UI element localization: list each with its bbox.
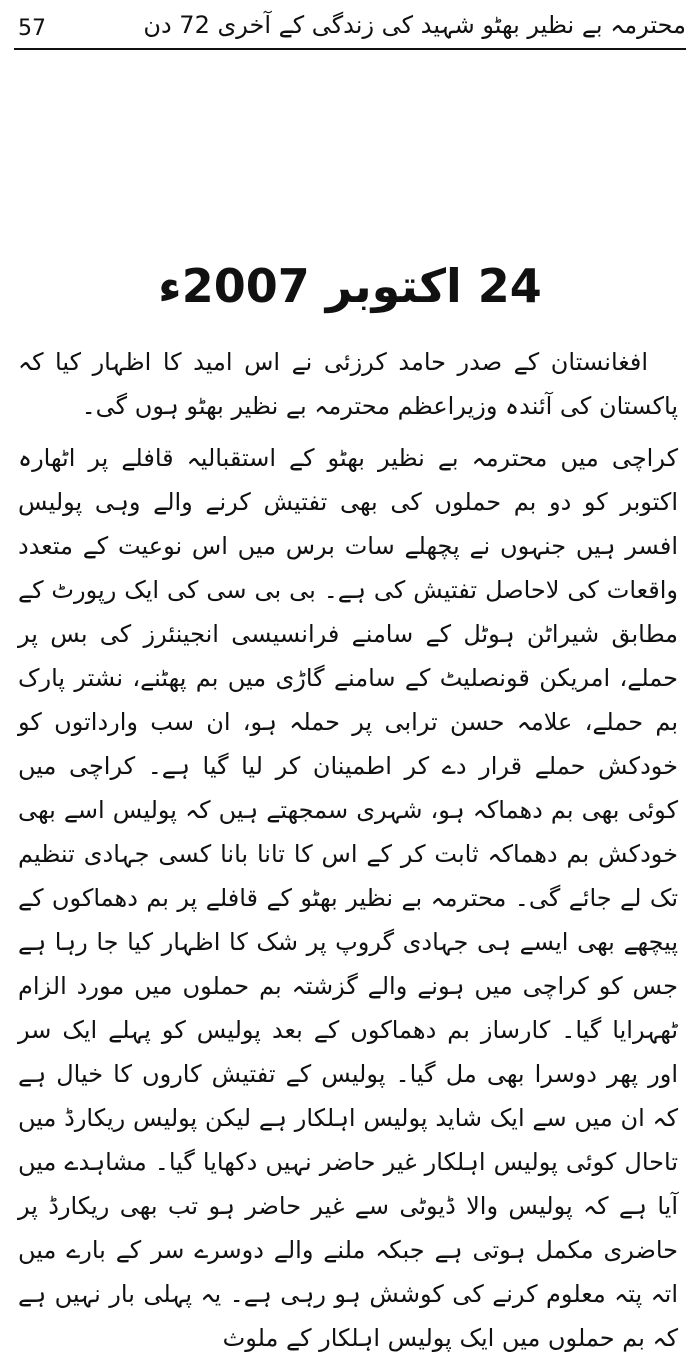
- chapter-title: 24 اکتوبر 2007ء: [158, 258, 542, 313]
- header-rule: [14, 48, 686, 50]
- page-number: 57: [18, 16, 46, 41]
- body-text: [18, 340, 678, 1360]
- paragraph-2: کراچی میں محترمہ بے نظیر بھٹو کے استقبالیہ قافلے پر اٹھارہ اکتوبر کو دو بم حملوں کی بھی تفتیش کرنے والے وہی پولیس افسر ہیں جنہوں نے پچھلے سات برس میں اس نوعیت کے متعدد واقعات کی لاحاصل تفتیش کی ہے۔ بی بی سی کی ایک رپورٹ کے مطابق شیراٹن ہوٹل کے سامنے فرانسیسی انجینئرز کی بس پر حملے، امریکن قونصلیٹ کے سامنے گاڑی میں بم پھٹنے، نشتر پارک بم حملے، علامہ حسن ترابی پر حملہ ہو، ان سب وارداتوں کو خودکش حملے قرار دے کر اطمینان کر لیا گیا ہے۔ کراچی میں کوئی بھی بم دھماکہ ہو، شہری سمجھتے ہیں کہ پولیس اسے بھی خودکش بم دھماکہ ثابت کر کے اس کا تانا بانا کسی جہادی تنظیم تک لے جائے گی۔ محترمہ بے نظیر بھٹو کے قافلے پر بم دھماکوں کے پیچھے بھی ایسے ہی جہادی گروپ پر شک کا اظہار کیا جا رہا ہے جس کو کراچی میں ہونے والے گزشتہ بم حملوں میں مورد الزام ٹھہرایا گیا۔ کارساز بم دھماکوں کے بعد پولیس کو پہلے ایک سر اور پھر دوسرا بھی مل گیا۔ پولیس کے تفتیش کاروں کا خیال ہے کہ ان میں سے ایک شاید پولیس اہلکار ہے لیکن پولیس ریکارڈ میں تاحال کوئی پولیس اہلکار غیر حاضر نہیں دکھایا گیا۔ مشاہدے میں آیا ہے کہ پولیس والا ڈیوٹی سے غیر حاضر ہو تب بھی ریکارڈ پر حاضری مکمل ہوتی ہے جبکہ ملنے والے دوسرے سر کے بارے میں اتہ پتہ معلوم کرنے کی کوشش ہو رہی ہے۔ یہ پہلی بار نہیں ہے کہ بم حملوں میں ایک پولیس اہلکار کے ملوث: [18, 444, 678, 1352]
- running-title: محترمہ بے نظیر بھٹو شہید کی زندگی کے آخری 72 دن: [143, 11, 686, 39]
- page-header: [14, 8, 686, 44]
- paragraph-1: افغانستان کے صدر حامد کرزئی نے اس امید کا اظہار کیا کہ پاکستان کی آئندہ وزیراعظم محترمہ بے نظیر بھٹو ہوں گی۔: [18, 348, 678, 420]
